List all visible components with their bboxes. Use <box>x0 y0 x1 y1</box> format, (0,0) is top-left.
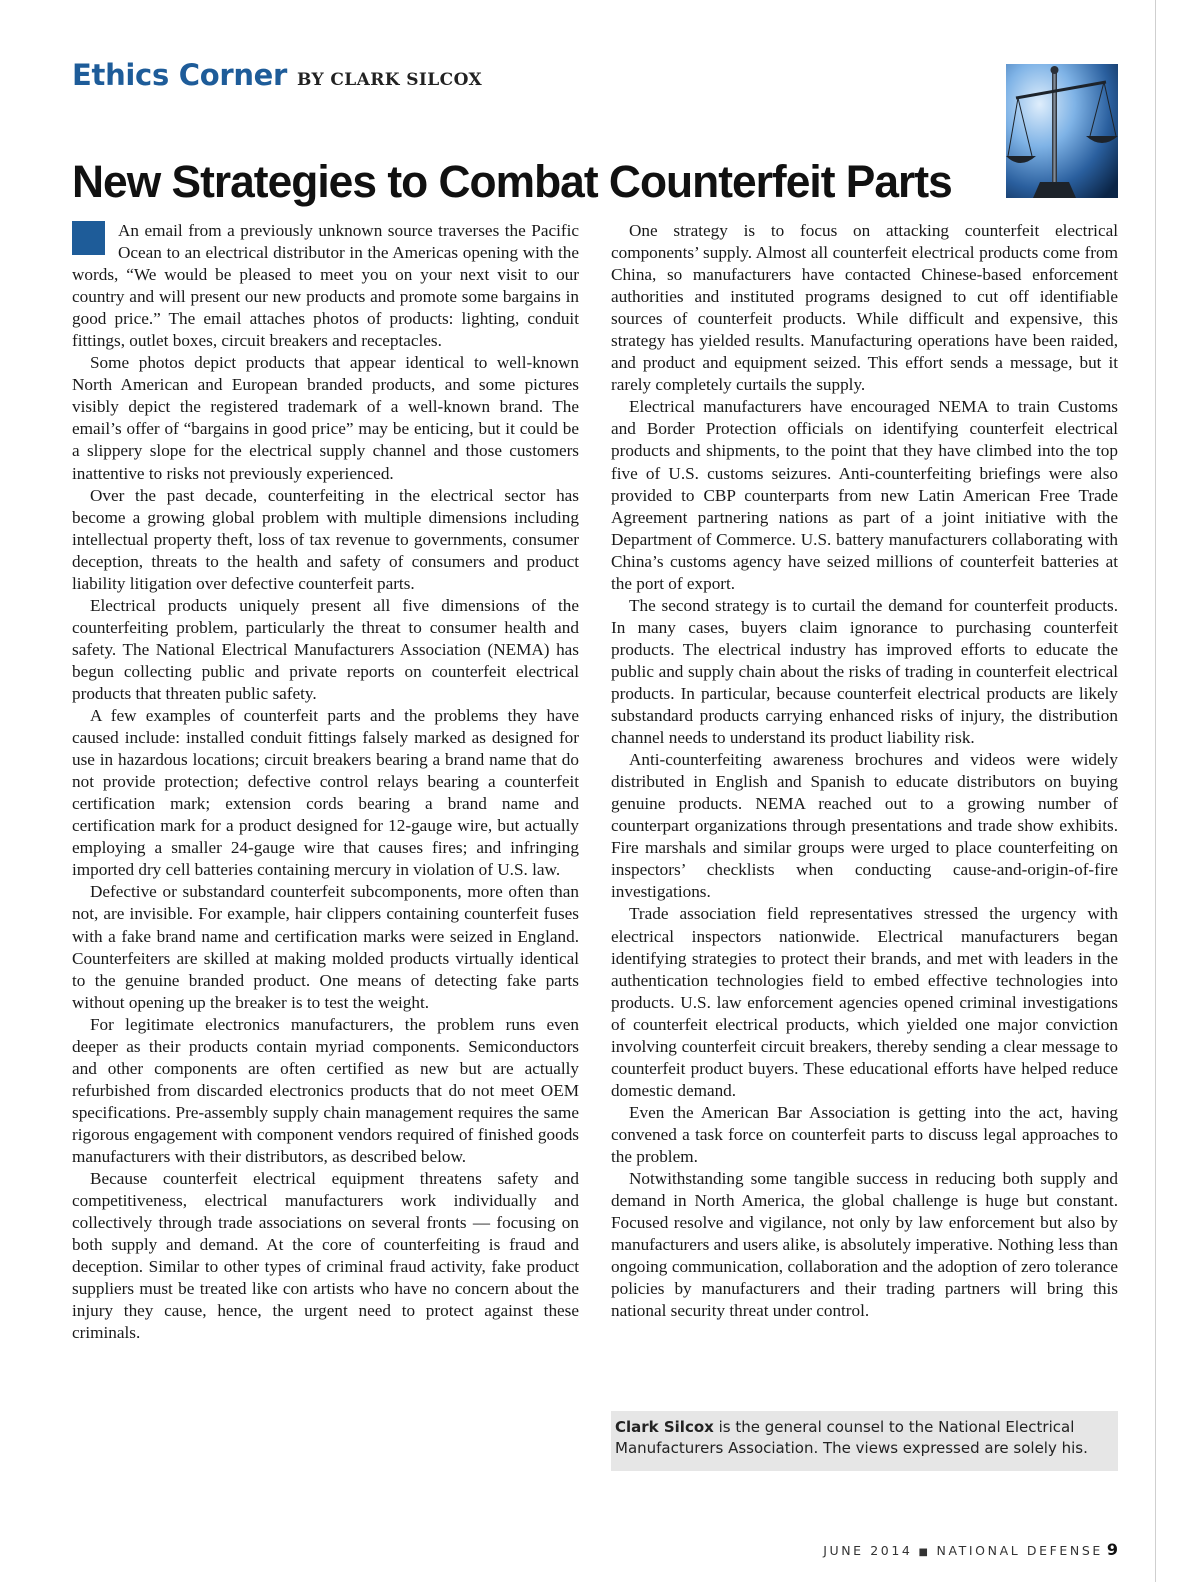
separator-square-icon: ■ <box>918 1547 931 1558</box>
paragraph: Some photos depict products that appear identical to well-known North American and European branded products, and some pictures visibly depict the registered trademark of a well-known brand. The email’s offer of “bargains in good price” may be enticing, but it could be a slippery slope for the electrical supply channel and those customers inattentive to risks not previously experienced. <box>72 353 579 483</box>
paragraph: The second strategy is to curtail the demand for counterfeit products. In many cases, buyers claim ignorance to purchasing counterfeit products. The electrical industry has improved efforts to educate the public and supply chain about the risks of trading in counterfeit electrical products. In particular, because counterfeit electrical products are likely substandard products carrying enhanced risks of injury, the distribution channel needs to understand its product liability risk. <box>611 595 1118 748</box>
issue-date: JUNE 2014 <box>823 1543 913 1558</box>
section-header <box>72 58 482 92</box>
paragraph: Trade association field representatives stressed the urgency with electrical inspectors nationwide. Electrical manufacturers began identifying strategies to protect their brands, and met with leaders in the authentication technologies field to embed effective technologies into products. U.S. law enforcement agencies opened criminal investigations of counterfeit electrical products, which yielded one major conviction involving counterfeit circuit breakers, thereby sending a clear message to counterfeit product buyers. These educational efforts have helped reduce domestic demand. <box>611 904 1118 1100</box>
page-edge-rule <box>1155 0 1156 1582</box>
paragraph: A few examples of counterfeit parts and the problems they have caused include: installed conduit fittings falsely marked as designed for use in hazardous locations; circuit breakers bearing a brand name that do not provide protection; defective control relays bearing a counterfeit certification mark; extension cords bearing a brand name and certification mark for a product designed for 12-gauge wire, but actually employing a smaller 24-gauge wire that causes fires; and infringing imported dry cell batteries containing mercury in violation of U.S. law. <box>72 706 579 880</box>
article-right-column <box>611 220 1118 1322</box>
section-title: Ethics Corner <box>72 58 288 92</box>
author-bio-box <box>611 1411 1118 1471</box>
paragraph: Anti-counterfeiting awareness brochures and videos were widely distributed in English and Spanish to educate distributors on buying genuine products. NEMA reached out to a growing number of counterpart organizations through presentations and trade show exhibits. Fire marshals and similar groups were urged to place counterfeiting on inspectors’ checklists when conducting cause-and-origin-of-fire investigations. <box>611 750 1118 902</box>
paragraph: Notwithstanding some tangible success in reducing both supply and demand in North America, the global challenge is huge but constant. Focused resolve and vigilance, not only by law enforcement but also by manufacturers and users alike, is absolutely imperative. Nothing less than ongoing communication, collaboration and the adoption of zero tolerance policies by manufacturers and their trading partners will bring this national security threat under control. <box>611 1169 1118 1321</box>
paragraph: Electrical manufacturers have encouraged NEMA to train Customs and Border Protection officials on identifying counterfeit electrical products and shipments, to the point that they have climbed into the top five of U.S. customs seizures. Anti-counterfeiting briefings were also provided to CBP counterparts from new Latin American Free Trade Agreement partnering nations as part of a joint initiative with the Department of Commerce. U.S. battery manufacturers collaborating with China’s customs agency have seized millions of counterfeit batteries at the port of export. <box>611 397 1118 593</box>
page-number: 9 <box>1106 1540 1118 1559</box>
paragraph: Electrical products uniquely present all five dimensions of the counterfeiting problem, particularly the threat to consumer health and safety. The National Electrical Manufacturers Association (NEMA) has begun collecting public and private reports on counterfeit electrical products that threaten public safety. <box>72 595 579 703</box>
paragraph: Even the American Bar Association is getting into the act, having convened a task force on counterfeit parts to discuss legal approaches to the problem. <box>611 1102 1118 1166</box>
drop-cap-square <box>72 221 105 255</box>
page-footer <box>823 1540 1118 1559</box>
byline: BY CLARK SILCOX <box>297 70 483 90</box>
scales-of-justice-icon <box>1006 64 1118 198</box>
publication-name: NATIONAL DEFENSE <box>936 1543 1103 1558</box>
paragraph: Over the past decade, counterfeiting in the electrical sector has become a growing global problem with multiple dimensions including intellectual property theft, loss of tax revenue to governments, consumer deception, threats to the health and safety of consumers and product liability litigation over defective counterfeit parts. <box>72 485 579 593</box>
paragraph: Defective or substandard counterfeit subcomponents, more often than not, are invisible. For example, hair clippers containing counterfeit fuses with a fake brand name and certification marks were seized in England. Counterfeiters are skilled at making molded products virtually identical to the genuine branded product. One means of detecting fake parts without opening up the breaker is to test the weight. <box>72 882 579 1012</box>
paragraph: One strategy is to focus on attacking counterfeit electrical components’ supply. Almost all counterfeit electrical products come from China, so manufacturers have contacted Chinese-based enforcement authorities and instituted programs designed to cut off identifiable sources of counterfeit products. While difficult and expensive, this strategy has yielded results. Manufacturing operations have been raided, and product and equipment seized. This effort sends a message, but it rarely completely curtails the supply. <box>611 221 1118 395</box>
paragraph: For legitimate electronics manufacturers, the problem runs even deeper as their products contain myriad components. Semiconductors and other components are often certified as new but are actually refurbished from discarded electronics products that do not meet OEM specifications. Pre-assembly supply chain management requires the same rigorous engagement with component vendors required of finished goods manufacturers with their distributors, as described below. <box>72 1014 579 1166</box>
author-name: Clark Silcox <box>615 1418 714 1436</box>
author-bio-text: is the general counsel to the National Electrical Manufacturers Association. The views expressed are solely his. <box>615 1418 1088 1457</box>
paragraph: Because counterfeit electrical equipment threatens safety and competitiveness, electrical manufacturers work individually and collectively through trade associations on several fronts — focusing on both supply and demand. At the core of counterfeiting is fraud and deception. Similar to other types of criminal fraud activity, fake product suppliers must be treated like con artists who have no concern about the injury they cause, hence, the urgent need to protect against these criminals. <box>72 1169 579 1343</box>
headline: New Strategies to Combat Counterfeit Parts <box>72 156 952 207</box>
paragraph: An email from a previously unknown source traverses the Pacific Ocean to an electrical distributor in the Americas opening with the words, “We would be pleased to meet you on your next visit to our country and will present our new products and promote some bargains in good price.” The email attaches photos of products: lighting, conduit fittings, outlet boxes, circuit breakers and receptacles. <box>72 221 579 351</box>
article-left-column <box>72 220 579 1344</box>
